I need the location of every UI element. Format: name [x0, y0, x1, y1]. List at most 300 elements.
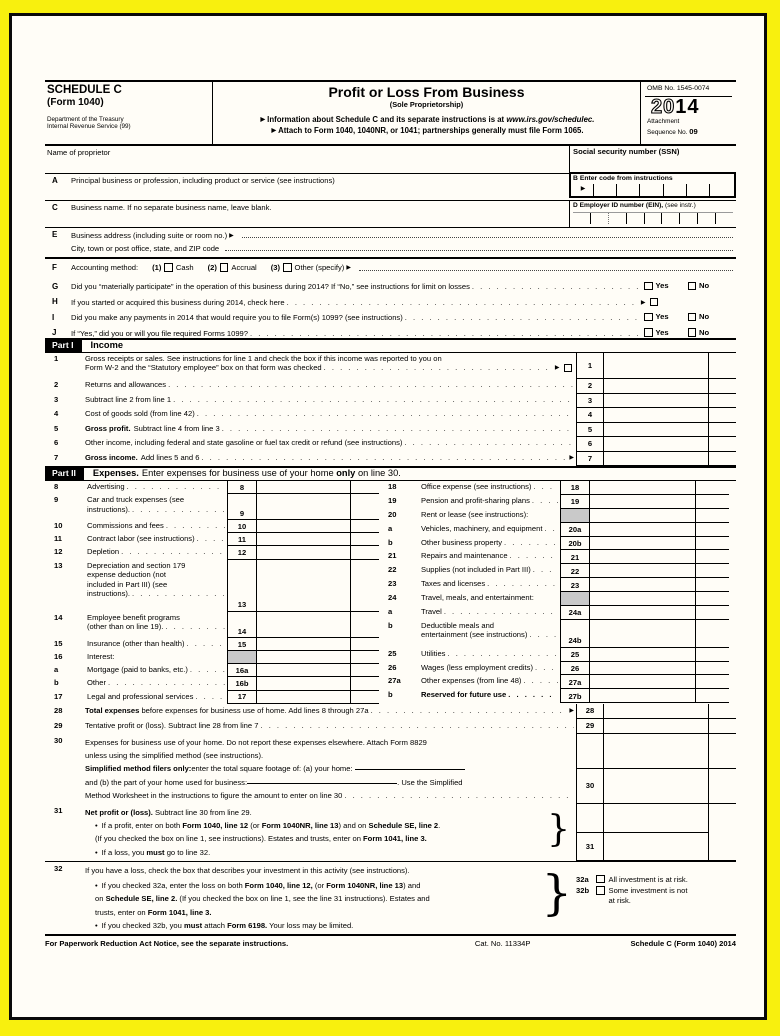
expense-box-number: 21 — [560, 550, 590, 564]
ein-cell[interactable] — [573, 213, 590, 224]
expense-label-line: included in Part III) (see — [87, 579, 168, 589]
expense-row — [379, 689, 729, 703]
info-url[interactable]: www.irs.gov/schedulec. — [506, 114, 595, 124]
expense-label-line: entertainment (see instructions) . . — [421, 630, 560, 639]
ein-cell[interactable] — [697, 213, 715, 224]
expense-cents-field[interactable] — [351, 638, 379, 651]
dot-leader — [260, 721, 574, 730]
expense-cents-field[interactable] — [696, 620, 729, 648]
expense-amount-field[interactable] — [590, 675, 696, 689]
line-box-number: 4 — [576, 408, 604, 423]
expense-label-line: Vehicles, machinery, and equipment . . — [421, 524, 560, 533]
expense-label — [87, 677, 227, 690]
b31-bold: must — [146, 847, 165, 857]
expense-row — [45, 677, 379, 690]
all-investment-at-risk-checkbox[interactable] — [596, 875, 605, 884]
expense-label — [87, 520, 227, 533]
expense-amount-field[interactable] — [257, 677, 351, 690]
expense-row — [45, 691, 379, 704]
expense-row — [45, 546, 379, 559]
expense-label-line: Mortgage (paid to banks, etc.) . . — [87, 665, 227, 674]
expense-label-line: Depletion . . — [87, 547, 227, 556]
cash-label: Cash — [175, 262, 194, 272]
name-of-proprietor-field[interactable] — [45, 146, 569, 173]
expense-row — [45, 664, 379, 677]
expense-label-line: Other expenses (from line 48) . . — [421, 676, 560, 685]
b32-bold: Schedule SE, line 2. — [105, 894, 178, 904]
expense-line-id: 23 — [388, 579, 397, 589]
code-cell[interactable] — [639, 184, 662, 196]
dot-leader — [544, 524, 558, 533]
header-center — [213, 82, 640, 144]
sequence-label: Sequence No. — [647, 128, 690, 136]
code-cell[interactable] — [593, 184, 616, 196]
line-box-number: 7 — [576, 452, 604, 467]
dot-leader — [201, 453, 565, 462]
sequence-number: 09 — [689, 126, 698, 136]
dot-leader — [187, 639, 225, 648]
expense-amount-field[interactable] — [590, 495, 696, 509]
expense-box-number: 16a — [227, 664, 257, 677]
expense-amount-field[interactable] — [257, 664, 351, 677]
expense-box-number: 17 — [227, 691, 257, 704]
attach-line — [213, 125, 640, 136]
line-28-cents-field[interactable] — [709, 704, 736, 719]
expense-box-number: 12 — [227, 546, 257, 559]
dot-leader — [165, 622, 225, 631]
expense-row — [45, 481, 379, 494]
line-d-label — [573, 202, 733, 210]
expense-cents-field[interactable] — [351, 612, 379, 638]
line-29-id: 29 — [54, 720, 63, 730]
dot-leader — [108, 678, 225, 687]
row-c — [45, 201, 736, 228]
expense-label — [87, 651, 227, 664]
expense-box-number: 16b — [227, 677, 257, 690]
dot-leader — [371, 706, 566, 715]
accrual-option — [208, 263, 257, 272]
expense-box-number: 11 — [227, 533, 257, 546]
expense-box-number: 23 — [560, 578, 590, 592]
accrual-checkbox[interactable] — [220, 263, 229, 272]
part2-tag: Part II — [45, 467, 84, 481]
expense-cents-field[interactable] — [696, 592, 729, 606]
line-c-label: Business name. If no separate business name, leave blank. — [71, 203, 272, 212]
expense-cents-field[interactable] — [696, 550, 729, 564]
expense-amount-field[interactable] — [257, 651, 351, 664]
expense-cents-field[interactable] — [696, 675, 729, 689]
line-label-bold: Gross income. — [85, 452, 138, 462]
expense-cents-field[interactable] — [696, 564, 729, 578]
line-id: 3 — [54, 394, 59, 404]
business-code-box[interactable] — [569, 172, 736, 198]
expense-amount-field[interactable] — [590, 550, 696, 564]
line-i-yes-no — [644, 312, 736, 322]
dot-leader — [487, 579, 558, 588]
expense-line-id: 12 — [54, 547, 63, 557]
line-30-cents-field[interactable] — [709, 769, 736, 804]
line-32a-text: All investment is at risk. — [608, 874, 688, 884]
j-no-checkbox[interactable] — [688, 328, 697, 337]
dot-leader — [444, 607, 558, 616]
line-28-box-number: 28 — [576, 704, 604, 719]
expense-label-line: Advertising . . — [87, 482, 227, 491]
line-label-text: Add lines 5 and 6 — [140, 452, 200, 462]
line-1-cents-field[interactable] — [709, 353, 736, 379]
expense-cents-field[interactable] — [351, 520, 379, 533]
b31-bold: Form 1040NR, line 13 — [261, 821, 339, 831]
year-bold: 14 — [675, 96, 700, 119]
row-h — [45, 292, 736, 308]
expense-label — [421, 537, 560, 551]
other-method-input[interactable] — [359, 263, 733, 271]
line-1-text2-row — [85, 363, 576, 373]
expense-line-id: 18 — [388, 482, 397, 491]
expense-box-number: 20b — [560, 537, 590, 551]
expense-line-id: 14 — [54, 612, 63, 622]
expense-cents-field[interactable] — [351, 546, 379, 559]
line-31-text: Subtract line 30 from line 29. — [152, 807, 252, 817]
cash-option — [152, 263, 194, 272]
line-e-label: Business address (including suite or room no.) — [71, 230, 228, 240]
expense-cents-field[interactable] — [351, 560, 379, 612]
line-32a-id: 32a — [576, 874, 589, 884]
cash-checkbox[interactable] — [164, 263, 173, 272]
dot-leader — [523, 676, 558, 685]
line-amount-field[interactable] — [604, 423, 709, 438]
expense-box-number: 15 — [227, 638, 257, 651]
line-30-filler-row — [576, 734, 736, 769]
expense-box-number: 24a — [560, 606, 590, 620]
line-32-label — [85, 862, 541, 934]
line-label — [85, 408, 576, 423]
expense-amount-field[interactable] — [257, 691, 351, 704]
line-amount-field[interactable] — [604, 394, 709, 409]
expense-cents-field[interactable] — [351, 533, 379, 546]
expense-label-line: Employee benefit programs — [87, 612, 180, 622]
accounting-method-label: Accounting method: — [71, 262, 139, 272]
risk-option-32a — [576, 875, 736, 885]
line-amount-field[interactable] — [604, 379, 709, 394]
expense-cents-field[interactable] — [351, 651, 379, 664]
line-30-l3-bold: Simplified method filers only: — [85, 764, 192, 774]
line-cents-field[interactable] — [709, 408, 736, 423]
expense-cents-field[interactable] — [696, 537, 729, 551]
expense-label — [421, 689, 560, 703]
line-31-cents-field[interactable] — [709, 832, 736, 861]
line-cents-field[interactable] — [709, 423, 736, 438]
expense-box-number: 27a — [560, 675, 590, 689]
risk-option-32b — [576, 886, 736, 906]
expense-amount-field[interactable] — [590, 606, 696, 620]
statutory-employee-checkbox[interactable] — [564, 364, 573, 373]
expense-label-line: Travel, meals, and entertainment: — [421, 593, 534, 603]
line-cents-field[interactable] — [709, 379, 736, 394]
no-label: No — [699, 312, 710, 322]
other-method-checkbox[interactable] — [283, 263, 292, 272]
expense-amount-field[interactable] — [590, 648, 696, 662]
dot-leader — [324, 363, 551, 372]
department-line2: Internal Revenue Service (99) — [47, 123, 131, 131]
expense-amount-field[interactable] — [257, 612, 351, 638]
expense-amount-field[interactable] — [590, 578, 696, 592]
expense-box-number: 8 — [227, 481, 257, 494]
ein-cell[interactable] — [590, 213, 608, 224]
expense-amount-field[interactable] — [590, 620, 696, 648]
line-31-filler-amt — [604, 804, 709, 833]
row-i — [45, 307, 736, 323]
row-e — [45, 228, 736, 259]
expense-cents-field[interactable] — [696, 648, 729, 662]
b32-text: attach — [202, 921, 228, 931]
expense-cents-field[interactable] — [351, 481, 379, 494]
line-29-amount-field[interactable] — [604, 719, 709, 734]
dot-leader — [222, 424, 574, 433]
line-label-text: Cost of goods sold (from line 42) — [85, 409, 195, 418]
ssn-label: Social security number (SSN) — [573, 147, 680, 156]
line-1-id: 1 — [54, 354, 59, 363]
part1-table — [45, 353, 736, 466]
pointer-arrow-icon — [567, 706, 576, 716]
line-28-row — [45, 704, 736, 719]
line-amount-field[interactable] — [604, 437, 709, 452]
income-line-row — [45, 408, 736, 423]
pointer-arrow-icon — [567, 453, 576, 463]
expenses-right-column — [379, 481, 729, 703]
line-label — [85, 379, 576, 394]
b32-bold: Form 1040, line 12, — [244, 881, 313, 891]
expense-cents-field[interactable] — [696, 523, 729, 537]
expense-cents-field[interactable] — [696, 662, 729, 676]
expense-cents-field[interactable] — [696, 509, 729, 523]
line-30-box-number: 30 — [576, 769, 604, 804]
line-30-filler-cents — [709, 734, 736, 769]
expense-cents-field[interactable] — [351, 677, 379, 690]
ein-cell[interactable] — [715, 213, 733, 224]
line-g-yes-no — [644, 281, 736, 291]
expense-row — [379, 675, 729, 689]
expense-label — [421, 564, 560, 578]
expense-label-line: expense deduction (not — [87, 570, 166, 580]
yes-label: Yes — [655, 312, 669, 322]
form-number: (Form 1040) — [47, 96, 104, 108]
expense-amount-field[interactable] — [590, 481, 696, 495]
expense-label — [87, 560, 227, 612]
line-30-l1: Expenses for business use of your home. Do not report these expenses elsewhere. Attach Form 8829 — [85, 737, 427, 747]
line-31-amount-field[interactable] — [604, 832, 709, 861]
expense-row — [45, 638, 379, 651]
expense-label-line: Travel . . — [421, 607, 560, 616]
expense-amount-field[interactable] — [590, 662, 696, 676]
line-1-amount-field[interactable] — [604, 353, 709, 379]
at-risk-options — [576, 862, 736, 934]
expense-amount-field[interactable] — [257, 494, 351, 520]
ein-cells[interactable] — [573, 212, 733, 224]
dot-leader — [510, 551, 558, 560]
expense-box-number: 26 — [560, 662, 590, 676]
line-cents-field[interactable] — [709, 437, 736, 452]
expense-box-number: 27b — [560, 689, 590, 703]
line-31-filler-row — [576, 804, 736, 833]
b31-bold: Schedule SE, line 2 — [368, 821, 439, 831]
pointer-arrow-icon — [573, 184, 593, 196]
expense-amount-field[interactable] — [590, 537, 696, 551]
line-h-id: H — [52, 297, 58, 306]
expense-label — [87, 691, 227, 704]
line-i-label: Did you make any payments in 2014 that would require you to file Form(s) 1099? (see instructions) — [71, 313, 403, 323]
expense-cents-field[interactable] — [696, 578, 729, 592]
j-yes-checkbox[interactable] — [644, 328, 653, 337]
dot-leader — [132, 589, 225, 598]
ein-cell[interactable] — [626, 213, 644, 224]
expense-amount-field[interactable] — [257, 560, 351, 612]
i-no-checkbox[interactable] — [688, 313, 697, 322]
tax-year — [645, 97, 732, 118]
line-d-text: (see instr.) — [665, 202, 696, 209]
expense-label-line: Commissions and fees . . — [87, 521, 227, 530]
expense-label-line: Repairs and maintenance . . — [421, 551, 560, 560]
line-31-boxes — [576, 804, 736, 861]
line-label-bold: Gross profit. — [85, 423, 131, 433]
business-square-footage-input[interactable] — [247, 776, 397, 784]
dot-leader — [447, 649, 558, 658]
dot-leader — [504, 538, 558, 547]
line-f-id: F — [52, 262, 57, 272]
expense-amount-field[interactable] — [257, 638, 351, 651]
expense-row — [379, 620, 729, 648]
expense-label-line: Rent or lease (see instructions): — [421, 509, 529, 519]
line-label — [85, 394, 576, 409]
dot-leader — [287, 298, 637, 307]
g-no-checkbox[interactable] — [688, 282, 697, 291]
expense-label-line: Taxes and licenses . . — [421, 579, 560, 588]
income-line-row — [45, 379, 736, 394]
code-cell[interactable] — [663, 184, 686, 196]
code-cell[interactable] — [686, 184, 709, 196]
dot-leader — [173, 395, 574, 404]
some-investment-not-at-risk-checkbox[interactable] — [596, 886, 605, 895]
expense-cents-field[interactable] — [351, 691, 379, 704]
line-d-id: D — [573, 202, 578, 209]
b32-bold: Form 6198. — [227, 921, 268, 931]
b32-text: If you checked 32a, enter the loss on both — [101, 881, 245, 891]
part1-tag: Part I — [45, 339, 82, 353]
b31-text: ) and on — [338, 821, 369, 831]
expense-line-id: 16 — [54, 652, 63, 662]
income-line-1 — [45, 353, 736, 379]
dot-leader — [533, 482, 558, 491]
ein-cell[interactable] — [644, 213, 662, 224]
dot-leader — [535, 663, 558, 672]
expense-amount-field[interactable] — [590, 592, 696, 606]
h-checkbox[interactable] — [650, 298, 659, 307]
dot-leader — [532, 496, 558, 505]
expense-amount-field[interactable] — [590, 689, 696, 703]
code-cell[interactable] — [616, 184, 639, 196]
expense-cents-field[interactable] — [696, 481, 729, 495]
expense-cents-field[interactable] — [696, 495, 729, 509]
expense-amount-field[interactable] — [257, 546, 351, 559]
expense-amount-field[interactable] — [257, 533, 351, 546]
b31-text: (If you checked the box on line 1, see instructions). Estates and trusts, enter on — [95, 834, 364, 844]
line-31-filler-cents — [709, 804, 736, 833]
line-amount-field[interactable] — [604, 408, 709, 423]
line-label — [85, 437, 576, 452]
line-box-number: 6 — [576, 437, 604, 452]
expense-amount-field[interactable] — [590, 523, 696, 537]
line-a-field[interactable] — [45, 174, 569, 188]
line-31-bold: Net profit or (loss). — [85, 807, 153, 817]
ein-cell[interactable] — [679, 213, 697, 224]
i-yes-checkbox[interactable] — [644, 313, 653, 322]
expense-box-number — [560, 509, 590, 523]
line-29-cents-field[interactable] — [709, 719, 736, 734]
b32-bold: Form 1040NR, line 13 — [326, 881, 404, 891]
expense-row — [45, 560, 379, 612]
line-c-field[interactable] — [45, 201, 569, 227]
line-30-id: 30 — [54, 735, 63, 745]
home-square-footage-input[interactable] — [355, 762, 465, 770]
ssn-field[interactable] — [569, 146, 736, 173]
pointer-arrow-icon — [269, 126, 278, 135]
expense-cents-field[interactable] — [351, 494, 379, 520]
dot-leader — [508, 690, 558, 699]
ein-cell[interactable] — [661, 213, 679, 224]
g-yes-checkbox[interactable] — [644, 282, 653, 291]
expense-label-line: Deductible meals and — [421, 620, 495, 630]
ein-cell[interactable] — [608, 213, 626, 224]
expense-cents-field[interactable] — [696, 689, 729, 703]
expense-row — [45, 533, 379, 546]
expense-amount-field[interactable] — [257, 520, 351, 533]
city-state-zip-input[interactable] — [225, 243, 733, 251]
line-28-label — [85, 704, 576, 719]
dot-leader — [190, 665, 225, 674]
b31-text: go to line 32. — [164, 847, 211, 857]
schedule-name: SCHEDULE C — [47, 84, 122, 96]
part1-title: Income — [90, 340, 124, 351]
name-row — [45, 146, 736, 174]
expense-line-id: 25 — [388, 648, 397, 658]
expense-box-number: 20a — [560, 523, 590, 537]
line-30-label — [85, 734, 576, 804]
expense-cents-field[interactable] — [696, 606, 729, 620]
ein-box[interactable] — [569, 201, 736, 227]
expense-amount-field[interactable] — [257, 481, 351, 494]
form-header — [45, 80, 736, 146]
line-b-text: Enter code from instructions — [579, 175, 673, 182]
line-28-amount-field[interactable] — [604, 704, 709, 719]
line-j-label: If “Yes,” did you or will you file required Forms 1099? — [71, 328, 248, 338]
line-31-block — [45, 804, 736, 862]
year-outline: 20 — [651, 96, 676, 119]
expense-label — [421, 495, 560, 509]
expense-amount-field[interactable] — [590, 509, 696, 523]
line-cents-field[interactable] — [709, 394, 736, 409]
business-address-input[interactable] — [242, 230, 733, 238]
expense-amount-field[interactable] — [590, 564, 696, 578]
line-amount-field[interactable] — [604, 452, 709, 467]
line-30-amount-field[interactable] — [604, 769, 709, 804]
business-code-cells[interactable] — [573, 184, 732, 196]
expense-cents-field[interactable] — [351, 664, 379, 677]
part2-subtitle — [142, 468, 401, 480]
b32-text: ) and — [403, 881, 421, 891]
code-cell[interactable] — [709, 184, 732, 196]
line-a-id: A — [52, 176, 58, 185]
line-30-l4: and (b) the part of your home used for business: — [85, 777, 248, 787]
line-cents-field[interactable] — [709, 452, 736, 467]
